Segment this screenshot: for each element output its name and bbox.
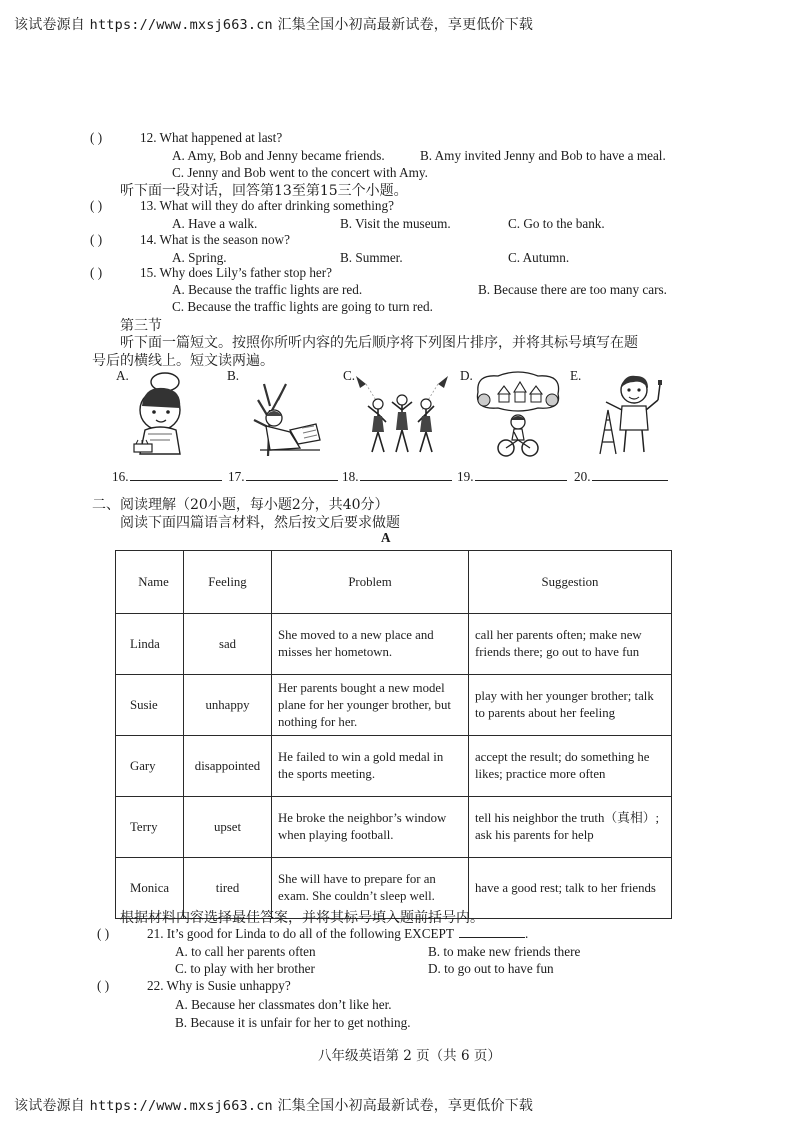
- question-14-stem: 14. What is the season now?: [140, 232, 290, 247]
- banner-url[interactable]: https://www.mxsj663.cn: [89, 1098, 273, 1114]
- instruction-13-15: 听下面一段对话，回答第13至第15三个小题。: [120, 183, 408, 199]
- question-21-stem: 21. It’s good for Linda to do all of the following EXCEPT .: [147, 926, 529, 941]
- picture-d-boy-riding-bike: [468, 370, 568, 458]
- section-3-instruction-line2: 号后的横线上。短文读两遍。: [92, 353, 274, 369]
- question-15-option-b: B. Because there are too many cars.: [478, 282, 667, 297]
- cell-feeling: unhappy: [184, 675, 272, 736]
- table-row: [116, 614, 672, 675]
- cell-feeling: disappointed: [184, 736, 272, 797]
- picture-a-girl-with-cake: [130, 370, 230, 458]
- section-3-title: 第三节: [120, 318, 162, 334]
- cell-name: Monica: [116, 858, 184, 919]
- section-3-instruction-line1: 听下面一篇短文。按照你所听内容的先后顺序将下列图片排序，并将其标号填写在题: [120, 335, 638, 351]
- blank-19-number: 19.: [457, 469, 474, 484]
- cell-problem: Her parents bought a new model plane for her younger brother, but nothing for her.: [272, 675, 469, 736]
- header-suggestion: Suggestion: [469, 551, 672, 614]
- banner-url[interactable]: https://www.mxsj663.cn: [89, 17, 273, 33]
- question-13-option-c: C. Go to the bank.: [508, 216, 605, 231]
- picture-label-e: E.: [570, 368, 582, 383]
- cell-problem: She will have to prepare for an exam. She couldn’t sleep well.: [272, 858, 469, 919]
- picture-label-a: A.: [116, 368, 129, 383]
- question-13-option-a: A. Have a walk.: [172, 216, 258, 231]
- banner-prefix: 该试卷源自: [14, 17, 85, 33]
- picture-label-d: D.: [460, 368, 473, 383]
- question-12-option-a: A. Amy, Bob and Jenny became friends.: [172, 148, 385, 163]
- blank-17-number: 17.: [228, 469, 245, 484]
- page-footer: 八年级英语第 2 页（共 6 页）: [318, 1048, 501, 1064]
- question-15-option-c: C. Because the traffic lights are going to turn red.: [172, 299, 433, 314]
- cell-suggestion: have a good rest; talk to her friends: [469, 858, 672, 919]
- blank-18-number: 18.: [342, 469, 359, 484]
- question-15-option-a: A. Because the traffic lights are red.: [172, 282, 363, 297]
- question-15-stem: 15. Why does Lily’s father stop her?: [140, 265, 333, 280]
- table-row: [116, 797, 672, 858]
- picture-label-c: C.: [343, 368, 356, 383]
- table-header-row: [116, 551, 672, 614]
- header-feeling: Feeling: [184, 551, 272, 614]
- select-instruction: 根据材料内容选择最佳答案，并将其标号填入题前括号内。: [120, 910, 484, 926]
- banner-suffix: 汇集全国小初高最新试卷，享更低价下载: [277, 1098, 534, 1114]
- question-12-option-b: B. Amy invited Jenny and Bob to have a meal.: [420, 148, 666, 163]
- answer-paren-21: ( ): [97, 926, 110, 941]
- banner-prefix: 该试卷源自: [14, 1098, 85, 1114]
- blank-16[interactable]: [112, 469, 222, 485]
- cell-name: Gary: [116, 736, 184, 797]
- question-22-option-a: A. Because her classmates don’t like her.: [175, 997, 392, 1012]
- question-14-option-b: B. Summer.: [340, 250, 403, 265]
- table-row: [116, 675, 672, 736]
- cell-suggestion: call her parents often; make new friends there; go out to have fun: [469, 614, 672, 675]
- cell-suggestion: tell his neighbor the truth（真相）; ask his parents for help: [469, 797, 672, 858]
- answer-paren-14: ( ): [90, 232, 103, 247]
- question-13-stem: 13. What will they do after drinking something?: [140, 198, 394, 213]
- cell-feeling: upset: [184, 797, 272, 858]
- blank-16-number: 16.: [112, 469, 129, 484]
- question-12-stem: 12. What happened at last?: [140, 130, 283, 145]
- picture-b-reading-under-tree: [240, 370, 340, 458]
- cell-problem: He failed to win a gold medal in the sports meeting.: [272, 736, 469, 797]
- reading-section-heading: 二、阅读理解（20小题，每小题2分，共40分）: [92, 497, 389, 513]
- question-21-option-c: C. to play with her brother: [175, 961, 315, 976]
- question-14-option-a: A. Spring.: [172, 250, 227, 265]
- answer-paren-22: ( ): [97, 978, 110, 993]
- cell-feeling: sad: [184, 614, 272, 675]
- question-21-option-d: D. to go out to have fun: [428, 961, 554, 976]
- question-21-option-a: A. to call her parents often: [175, 944, 316, 959]
- cell-problem: She moved to a new place and misses her hometown.: [272, 614, 469, 675]
- blank-18[interactable]: [342, 469, 452, 485]
- table-row: [116, 736, 672, 797]
- answer-paren-13: ( ): [90, 198, 103, 213]
- cell-problem: He broke the neighbor’s window when playing football.: [272, 797, 469, 858]
- question-14-option-c: C. Autumn.: [508, 250, 570, 265]
- picture-c-dancers-on-stage: [352, 370, 452, 458]
- header-problem: Problem: [272, 551, 469, 614]
- question-21-option-b: B. to make new friends there: [428, 944, 581, 959]
- cell-name: Susie: [116, 675, 184, 736]
- question-22-option-b: B. Because it is unfair for her to get nothing.: [175, 1015, 411, 1030]
- question-21-text: 21. It’s good for Linda to do all of the following EXCEPT: [147, 926, 454, 941]
- question-12-option-c: C. Jenny and Bob went to the concert with Amy.: [172, 165, 428, 180]
- question-13-option-b: B. Visit the museum.: [340, 216, 451, 231]
- header-name: Name: [116, 551, 184, 614]
- cell-name: Linda: [116, 614, 184, 675]
- question-22-stem: 22. Why is Susie unhappy?: [147, 978, 291, 993]
- cell-name: Terry: [116, 797, 184, 858]
- cell-suggestion: play with her younger brother; talk to parents about her feeling: [469, 675, 672, 736]
- blank-17[interactable]: [228, 469, 338, 485]
- picture-e-boy-painting: [586, 370, 686, 458]
- blank-20[interactable]: [574, 469, 668, 485]
- picture-label-b: B.: [227, 368, 240, 383]
- bottom-banner: [14, 1095, 533, 1115]
- cell-suggestion: accept the result; do something he likes; practice more often: [469, 736, 672, 797]
- blank-19[interactable]: [457, 469, 567, 485]
- banner-suffix: 汇集全国小初高最新试卷，享更低价下载: [277, 17, 534, 33]
- feelings-table: [115, 550, 672, 919]
- blank-20-number: 20.: [574, 469, 591, 484]
- cell-feeling: tired: [184, 858, 272, 919]
- answer-paren-12: ( ): [90, 130, 103, 145]
- top-banner: [14, 14, 533, 34]
- answer-paren-15: ( ): [90, 265, 103, 280]
- passage-label: A: [381, 530, 391, 545]
- reading-instruction: 阅读下面四篇语言材料，然后按文后要求做题: [120, 515, 400, 531]
